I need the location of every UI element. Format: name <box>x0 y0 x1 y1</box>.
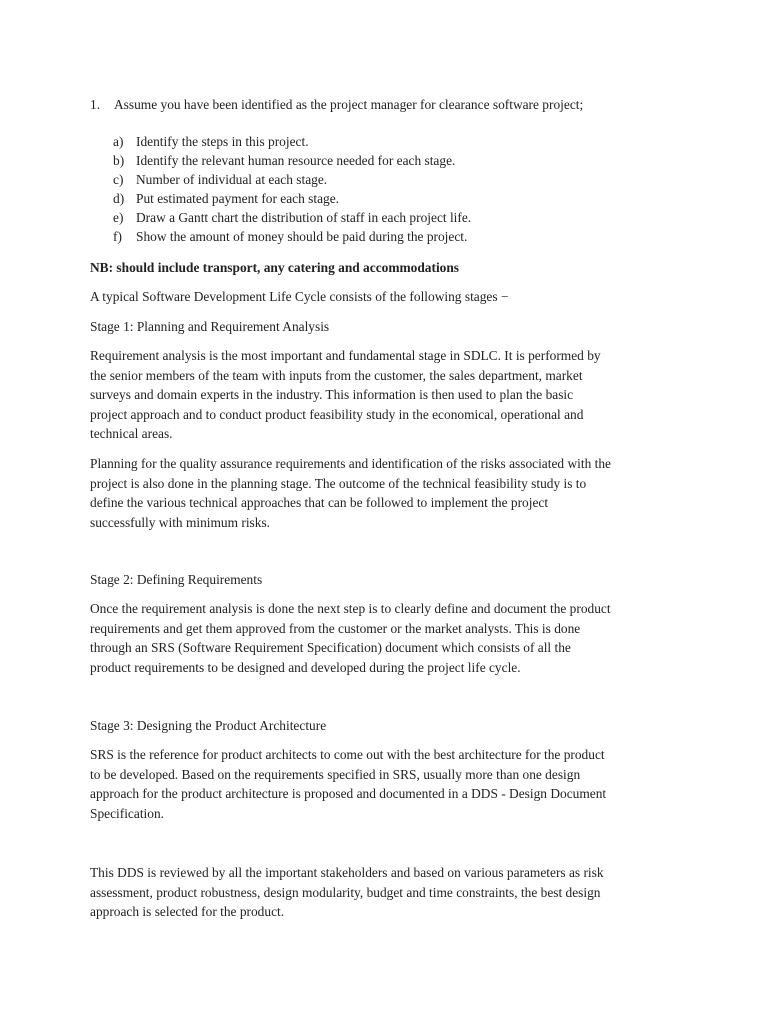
list-item: b) Identify the relevant human resource needed for each stage. <box>113 153 456 168</box>
stage1-paragraph-2: Planning for the quality assurance requirements and identification of the risks associated with the project is also done in the planning stage. The outcome of the technical feasibility study is to define the various technical approaches that can be followed to implement the project successfully with minimum risks. <box>90 456 611 530</box>
question-1 <box>90 95 583 114</box>
stage2-paragraph-1: Once the requirement analysis is done the next step is to clearly define and document the product requirements and get them approved from the customer or the market analysts. This is done through an SRS (Software Requirement Specification) document which consists of all the product requirements to be designed and developed during the project life cycle. <box>90 601 611 675</box>
stage2-heading: Stage 2: Defining Requirements <box>90 572 263 587</box>
stage3-paragraph-1: SRS is the reference for product architects to come out with the best architecture for the product to be developed. Based on the requirements specified in SRS, usually more than one design approach for the product architecture is proposed and documented in a DDS - Design Document Specification. <box>90 747 607 821</box>
stage1-paragraph-1: Requirement analysis is the most important and fundamental stage in SDLC. It is performed by the senior members of the team with inputs from the customer, the sales department, market surveys and domain experts in the industry. This information is then used to plan the basic project approach and to conduct product feasibility study in the economical, operational and technical areas. <box>90 348 601 441</box>
stage1-heading: Stage 1: Planning and Requirement Analysis <box>90 319 330 334</box>
list-item: a) Identify the steps in this project. <box>113 134 309 149</box>
stage3-paragraph-2: This DDS is reviewed by all the important stakeholders and based on various parameters as risk assessment, product robustness, design modularity, budget and time constraints, the best design approach is selected for the product. <box>90 865 604 919</box>
question-number: 1. <box>90 97 101 112</box>
list-item: c) Number of individual at each stage. <box>113 172 328 187</box>
nb-note: NB: should include transport, any catering and accommodations <box>90 260 460 275</box>
intro-text: A typical Software Development Life Cycle consists of the following stages − <box>90 289 509 304</box>
stage3-heading: Stage 3: Designing the Product Architecture <box>90 718 327 733</box>
list-item: f) Show the amount of money should be paid during the project. <box>113 229 468 244</box>
list-item: d) Put estimated payment for each stage. <box>113 191 340 206</box>
question-text: Assume you have been identified as the project manager for clearance software project; <box>114 97 584 112</box>
list-item: e) Draw a Gantt chart the distribution of staff in each project life. <box>113 210 472 225</box>
